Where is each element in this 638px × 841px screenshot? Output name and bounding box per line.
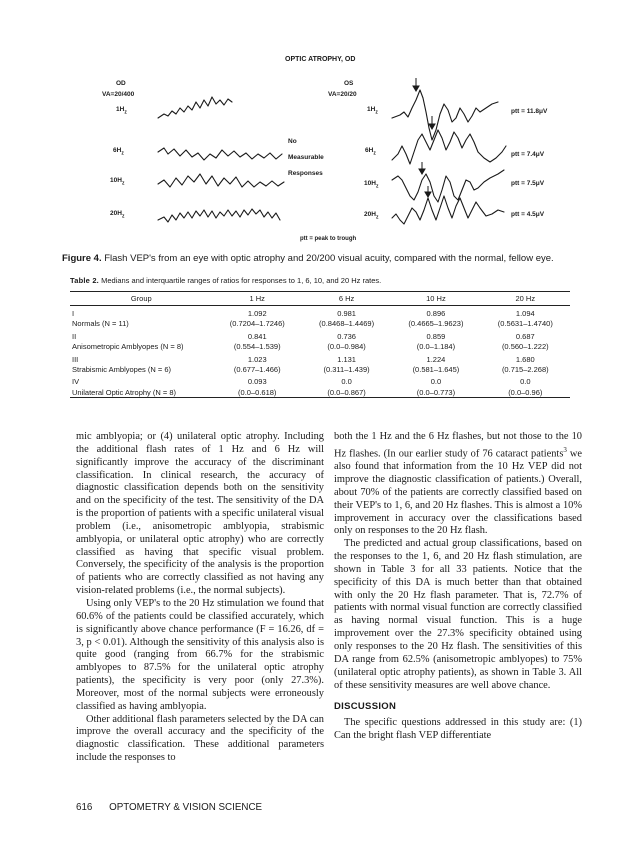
table-row [70, 352, 570, 365]
os-row-label-20hz: $20H_z$ [364, 211, 379, 221]
no-response-line-3: Responses [288, 170, 323, 177]
od-row-label-20hz: $20H_z$ [110, 210, 125, 220]
os-trace-10hz [392, 170, 504, 202]
arrow-down-icon-10hz [419, 162, 425, 174]
no-response-line-1: No [288, 138, 297, 145]
median-cell: 1.023 [247, 354, 267, 364]
header-group: Group [70, 292, 213, 306]
table-caption [70, 276, 381, 285]
median-cell: 1.224 [426, 354, 446, 364]
figure-title: OPTIC ATROPHY, OD [285, 56, 356, 63]
table-row [70, 374, 570, 387]
od-row-label-6hz: $6H_z$ [113, 147, 124, 157]
os-row-label-10hz: $10H_z$ [364, 180, 379, 190]
table-caption-label: Table 2. [70, 276, 99, 285]
range-cell: (0.0–0.618) [213, 388, 302, 398]
range-cell: (0.4665–1.9623) [408, 319, 464, 329]
os-trace-20hz [392, 196, 504, 224]
od-row-label-10hz: $10H_z$ [110, 177, 125, 187]
range-cell: (0.5631–1.4740) [497, 319, 553, 329]
table-row [70, 306, 570, 320]
arrow-down-icon-1hz [413, 78, 419, 91]
median-cell: 0.093 [247, 377, 267, 387]
os-eye-label: OS [344, 80, 354, 87]
group-numeral: I [72, 309, 75, 318]
median-cell: 0.981 [337, 309, 356, 318]
page-footer [76, 802, 262, 813]
od-trace-20hz [158, 209, 280, 222]
body-column-right [334, 431, 582, 743]
range-cell: (0.554–1.539) [233, 342, 281, 352]
group-numeral: II [72, 331, 77, 341]
body-paragraph: mic amblyopia; or (4) unilateral optic atrophy. Including the additional flash rates of 1 Hz and 6 Hz will significantly improve the accuracy of the discriminant classification. In clinical research, the accuracy of diagnostic classification depends both on the sensitivity and on the specificity of the test. The sensitivity of the DA is the proportion of patients with a specific unilateral visual problem (i.e., anisometropic amblyopia, strabismic amblyopia, or unilateral optic atrophy) who are correctly classified as having that specific visual problem. Conversely, the specificity of the analysis is the proportion of patients who are correctly classified as not having any vision-related problems (i.e., the normal subjects). [76, 431, 324, 597]
table-header-row [70, 292, 570, 306]
arrow-down-icon-6hz [429, 116, 435, 129]
od-visual-acuity: VA=20/400 [102, 91, 135, 98]
median-cell: 0.687 [515, 331, 535, 341]
range-cell: (0.7204–1.7246) [229, 319, 285, 329]
median-cell: 0.841 [247, 331, 267, 341]
median-cell: 0.0 [341, 377, 352, 387]
table-row [70, 388, 570, 398]
range-cell: (0.677–1.466) [233, 365, 281, 375]
range-cell: (0.0–0.867) [302, 388, 391, 398]
table-row [70, 319, 570, 328]
median-cell: 0.0 [430, 377, 442, 387]
os-visual-acuity: VA=20/20 [328, 91, 357, 98]
group-numeral: III [72, 354, 79, 364]
arrow-down-icon-20hz [425, 186, 431, 197]
median-cell: 0.859 [426, 331, 446, 341]
table-row [70, 365, 570, 374]
range-cell: (0.715–2.268) [501, 365, 549, 375]
range-cell: (0.560–1.222) [501, 342, 549, 352]
ptt-value-10hz: ptt = 7.5μV [511, 180, 545, 187]
os-row-label-1hz: $1H_z$ [367, 106, 378, 116]
median-cell: 1.094 [515, 309, 535, 318]
range-cell: (0.0–0.96) [481, 388, 570, 398]
group-name: Normals (N = 11) [72, 319, 129, 329]
median-cell: 1.680 [515, 354, 535, 364]
table-row [70, 342, 570, 351]
os-trace-6hz [392, 130, 506, 164]
body-paragraph: both the 1 Hz and the 6 Hz flashes, but not those to the 10 Hz flashes. (In our earlier study of 76 cataract patients$^3$ we also found that information from the 10 Hz VEP did not improve the diagnostic classification of patients.) Overall, about 70% of the patients are correctly classified based on their VEP's to 1, 6, and 20 Hz flashes. This is almost a 10% improvement in accuracy over the classifications based only on responses to the 20 Hz flash. [334, 431, 582, 537]
body-paragraph: The specific questions addressed in this study are: (1) Can the bright flash VEP differentiate [334, 717, 582, 742]
range-cell: (0.0–0.773) [391, 388, 480, 398]
citation-superscript: 3 [563, 445, 567, 454]
range-cell: (0.8468–1.4469) [319, 319, 375, 329]
od-trace-10hz [158, 174, 284, 187]
group-name: Anisometropic Amblyopes (N = 8) [72, 342, 184, 352]
table-row [70, 329, 570, 342]
range-cell: (0.581–1.645) [412, 365, 460, 375]
figure-caption-label: Figure 4. [62, 253, 102, 264]
range-cell: (0.0–0.984) [327, 342, 366, 352]
od-row-label-1hz: $1H_z$ [116, 106, 127, 116]
section-heading-discussion: DISCUSSION [334, 701, 397, 713]
header-20hz: 20 Hz [481, 292, 570, 306]
ptt-value-1hz: ptt = 11.8μV [511, 108, 548, 115]
ptt-value-6hz: ptt = 7.4μV [511, 151, 545, 158]
figure-caption-text: Flash VEP's from an eye with optic atrophy and 20/200 visual acuity, compared with the normal, fellow eye. [104, 253, 554, 264]
ptt-footnote: ptt = peak to trough [300, 236, 357, 242]
median-cell: 0.896 [426, 309, 446, 318]
median-cell: 0.0 [520, 377, 531, 387]
group-numeral: IV [72, 377, 80, 387]
median-cell: 1.131 [337, 354, 356, 364]
body-paragraph: The predicted and actual group classifications, based on the responses to the 1, 6, and 20 Hz flash stimulation, are shown in Table 3 for all 33 patients. Notice that the specificity of this DA is much better than that obtained with only the 20 Hz flash parameter. That is, 72.7% of patients with normal visual function are correctly classified as having normal visual function. This is a huge improvement over the 27.3% specificity obtained using only responses to the 20 Hz flash. The sensitivities of this DA range from 62.5% (anisometropic amblyopes) to 75% (unilateral optic atrophy patients), as shown in Table 3. All of these sensitivity measures are well above chance. [334, 538, 582, 691]
header-1hz: 1 Hz [213, 292, 302, 306]
group-name: Strabismic Amblyopes (N = 6) [72, 365, 171, 375]
figure-caption [62, 253, 582, 264]
no-response-line-2: Measurable [288, 154, 324, 161]
median-cell: 1.092 [247, 309, 267, 318]
ratios-table [70, 291, 570, 398]
table-caption-text: Medians and interquartile ranges of ratios for responses to 1, 6, 10, and 20 Hz rates. [101, 276, 382, 285]
od-eye-label: OD [116, 80, 126, 87]
group-name: Unilateral Optic Atrophy (N = 8) [70, 388, 213, 398]
range-cell: (0.0–1.184) [416, 342, 456, 352]
header-6hz: 6 Hz [302, 292, 391, 306]
range-cell: (0.311–1.439) [323, 365, 370, 375]
os-row-label-6hz: $6H_z$ [365, 147, 376, 157]
figure-4 [60, 50, 600, 240]
body-paragraph: Other additional flash parameters selected by the DA can improve the overall accuracy and the specificity of the diagnostic classification. These additional parameters include the responses to [76, 713, 324, 764]
od-trace-6hz [158, 148, 282, 160]
ptt-value-20hz: ptt = 4.5μV [511, 211, 545, 218]
od-trace-1hz [158, 97, 232, 118]
body-paragraph: Using only VEP's to the 20 Hz stimulation we found that 60.6% of the patients could be classified accurately, which is significantly above chance performance (F = 16.26, df = 3, p < 0.01). Although the sensitivity of this analysis also is quite good (ranging from 66.7% for the strabismic amblyopes to 87.5% for the unilateral optic atrophy patients), the specificity is very poor (only 27.3%). Moreover, most of the normal subjects were erroneously classified as having amblyopia. [76, 597, 324, 712]
body-column-left [76, 431, 324, 765]
page-number: 616 [76, 802, 93, 813]
median-cell: 0.736 [337, 331, 356, 341]
header-10hz: 10 Hz [391, 292, 480, 306]
os-trace-1hz [392, 90, 498, 140]
journal-name: OPTOMETRY & VISION SCIENCE [109, 802, 263, 813]
